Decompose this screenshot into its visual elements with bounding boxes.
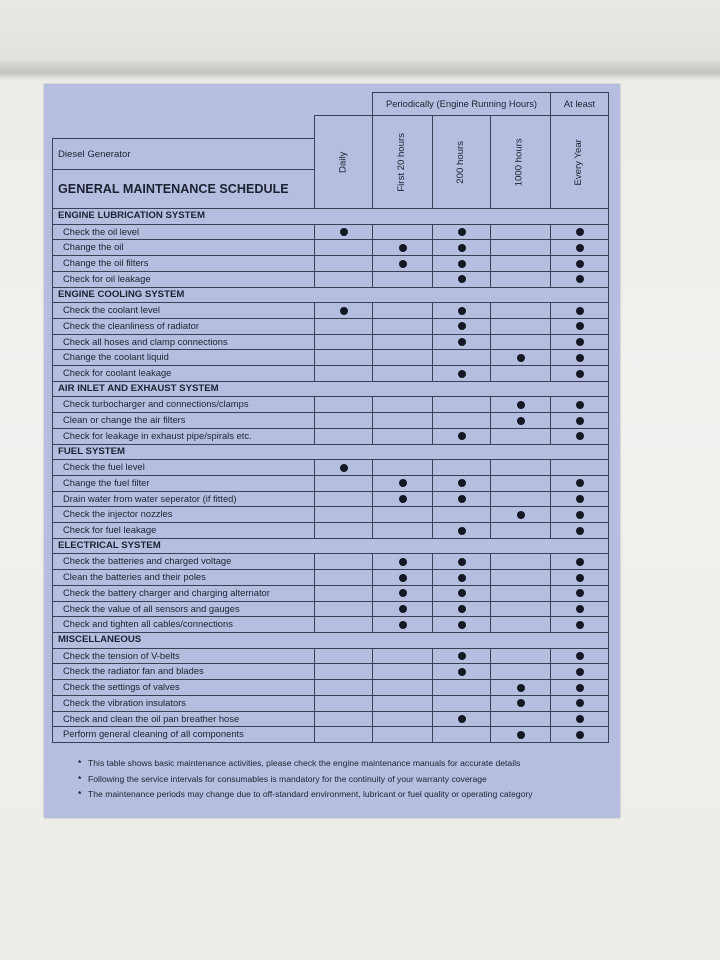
filled-dot-icon <box>576 228 584 236</box>
task-row <box>53 318 609 334</box>
interval-cell-200-hours <box>433 491 491 507</box>
task-row <box>53 224 609 240</box>
filled-dot-icon <box>576 699 584 707</box>
task-label: Check all hoses and clamp connections <box>53 334 315 350</box>
interval-cell-1000-hours <box>491 491 551 507</box>
task-row <box>53 680 609 696</box>
interval-cell-1000-hours <box>491 585 551 601</box>
maintenance-sticker <box>44 84 620 818</box>
interval-cell-200-hours <box>433 554 491 570</box>
filled-dot-icon <box>340 307 348 315</box>
interval-cell-daily <box>315 475 373 491</box>
interval-cell-1000-hours <box>491 271 551 287</box>
section-header-row <box>53 632 609 648</box>
interval-cell-daily <box>315 240 373 256</box>
interval-cell-200-hours <box>433 523 491 539</box>
task-label: Perform general cleaning of all components <box>53 727 315 743</box>
interval-cell-200-hours <box>433 711 491 727</box>
interval-cell-daily <box>315 224 373 240</box>
task-row <box>53 428 609 444</box>
interval-cell-daily <box>315 303 373 319</box>
section-title: FUEL SYSTEM <box>53 444 609 460</box>
task-row <box>53 303 609 319</box>
interval-cell-first-20-hours <box>373 507 433 523</box>
filled-dot-icon <box>576 479 584 487</box>
interval-cell-daily <box>315 413 373 429</box>
filled-dot-icon <box>576 244 584 252</box>
interval-cell-every-year <box>551 256 609 272</box>
footnote: * Following the service intervals for consumables is mandatory for the continuity of your warranty coverage <box>78 772 533 788</box>
interval-cell-every-year <box>551 617 609 633</box>
filled-dot-icon <box>458 228 466 236</box>
interval-cell-first-20-hours <box>373 318 433 334</box>
interval-cell-daily <box>315 507 373 523</box>
interval-cell-daily <box>315 460 373 476</box>
interval-cell-daily <box>315 617 373 633</box>
header-blank <box>53 93 315 116</box>
interval-cell-1000-hours <box>491 303 551 319</box>
interval-cell-every-year <box>551 428 609 444</box>
machine-label: Diesel Generator <box>53 139 315 170</box>
task-row <box>53 475 609 491</box>
filled-dot-icon <box>458 432 466 440</box>
group-header-periodic: Periodically (Engine Running Hours) <box>373 93 551 116</box>
task-row <box>53 397 609 413</box>
footnote: * The maintenance periods may change due to off-standard environment, lubricant or fuel quality or operating category <box>78 787 533 803</box>
interval-cell-every-year <box>551 570 609 586</box>
interval-cell-200-hours <box>433 460 491 476</box>
task-label: Drain water from water seperator (if fitted) <box>53 491 315 507</box>
interval-cell-every-year <box>551 601 609 617</box>
filled-dot-icon <box>458 715 466 723</box>
filled-dot-icon <box>576 668 584 676</box>
interval-cell-1000-hours <box>491 366 551 382</box>
task-label: Change the oil filters <box>53 256 315 272</box>
interval-cell-first-20-hours <box>373 366 433 382</box>
task-label: Check the fuel level <box>53 460 315 476</box>
interval-cell-200-hours <box>433 428 491 444</box>
interval-cell-daily <box>315 397 373 413</box>
filled-dot-icon <box>458 370 466 378</box>
interval-cell-every-year <box>551 664 609 680</box>
interval-cell-first-20-hours <box>373 334 433 350</box>
filled-dot-icon <box>576 401 584 409</box>
interval-cell-200-hours <box>433 350 491 366</box>
filled-dot-icon <box>576 715 584 723</box>
interval-cell-200-hours <box>433 601 491 617</box>
cabinet-panel-edge <box>0 62 720 80</box>
filled-dot-icon <box>458 589 466 597</box>
interval-cell-first-20-hours <box>373 475 433 491</box>
filled-dot-icon <box>340 464 348 472</box>
task-row <box>53 585 609 601</box>
task-label: Check the oil level <box>53 224 315 240</box>
interval-cell-1000-hours <box>491 664 551 680</box>
task-label: Change the oil <box>53 240 315 256</box>
filled-dot-icon <box>458 574 466 582</box>
interval-cell-first-20-hours <box>373 303 433 319</box>
filled-dot-icon <box>517 684 525 692</box>
interval-cell-200-hours <box>433 256 491 272</box>
interval-cell-daily <box>315 585 373 601</box>
interval-cell-every-year <box>551 366 609 382</box>
filled-dot-icon <box>458 322 466 330</box>
interval-cell-1000-hours <box>491 318 551 334</box>
filled-dot-icon <box>399 558 407 566</box>
filled-dot-icon <box>517 401 525 409</box>
interval-cell-first-20-hours <box>373 460 433 476</box>
interval-cell-200-hours <box>433 334 491 350</box>
interval-cell-every-year <box>551 224 609 240</box>
task-label: Clean the batteries and their poles <box>53 570 315 586</box>
interval-cell-first-20-hours <box>373 711 433 727</box>
task-label: Check turbocharger and connections/clamps <box>53 397 315 413</box>
interval-cell-every-year <box>551 523 609 539</box>
interval-cell-every-year <box>551 318 609 334</box>
interval-cell-every-year <box>551 554 609 570</box>
filled-dot-icon <box>576 605 584 613</box>
interval-cell-every-year <box>551 475 609 491</box>
interval-cell-daily <box>315 727 373 743</box>
task-label: Check for oil leakage <box>53 271 315 287</box>
interval-cell-first-20-hours <box>373 240 433 256</box>
interval-cell-first-20-hours <box>373 523 433 539</box>
interval-cell-daily <box>315 256 373 272</box>
section-title: ENGINE COOLING SYSTEM <box>53 287 609 303</box>
task-label: Check for fuel leakage <box>53 523 315 539</box>
filled-dot-icon <box>576 558 584 566</box>
interval-cell-daily <box>315 350 373 366</box>
filled-dot-icon <box>576 684 584 692</box>
interval-cell-daily <box>315 648 373 664</box>
interval-cell-daily <box>315 601 373 617</box>
schedule-title: GENERAL MAINTENANCE SCHEDULE <box>53 170 315 209</box>
task-row <box>53 271 609 287</box>
interval-cell-first-20-hours <box>373 664 433 680</box>
interval-cell-200-hours <box>433 224 491 240</box>
filled-dot-icon <box>458 307 466 315</box>
task-label: Check the vibration insulators <box>53 695 315 711</box>
interval-cell-daily <box>315 680 373 696</box>
task-row <box>53 256 609 272</box>
interval-cell-1000-hours <box>491 334 551 350</box>
interval-cell-daily <box>315 491 373 507</box>
task-row <box>53 350 609 366</box>
interval-cell-every-year <box>551 240 609 256</box>
task-label: Change the fuel filter <box>53 475 315 491</box>
filled-dot-icon <box>576 354 584 362</box>
interval-cell-daily <box>315 271 373 287</box>
interval-cell-first-20-hours <box>373 491 433 507</box>
interval-cell-200-hours <box>433 507 491 523</box>
task-label: Check the radiator fan and blades <box>53 664 315 680</box>
filled-dot-icon <box>458 275 466 283</box>
interval-cell-1000-hours <box>491 256 551 272</box>
filled-dot-icon <box>458 605 466 613</box>
filled-dot-icon <box>458 495 466 503</box>
interval-cell-200-hours <box>433 413 491 429</box>
interval-cell-every-year <box>551 303 609 319</box>
task-row <box>53 240 609 256</box>
filled-dot-icon <box>458 527 466 535</box>
interval-cell-daily <box>315 554 373 570</box>
task-row <box>53 460 609 476</box>
maintenance-schedule-table <box>52 92 609 743</box>
task-row <box>53 664 609 680</box>
column-header-200-hours: 200 hours <box>433 116 491 209</box>
section-title: AIR INLET AND EXHAUST SYSTEM <box>53 381 609 397</box>
interval-cell-1000-hours <box>491 224 551 240</box>
interval-cell-200-hours <box>433 397 491 413</box>
task-row <box>53 648 609 664</box>
task-row <box>53 711 609 727</box>
filled-dot-icon <box>458 479 466 487</box>
filled-dot-icon <box>576 370 584 378</box>
interval-cell-1000-hours <box>491 680 551 696</box>
interval-cell-first-20-hours <box>373 271 433 287</box>
interval-cell-200-hours <box>433 570 491 586</box>
interval-cell-200-hours <box>433 664 491 680</box>
task-row <box>53 695 609 711</box>
filled-dot-icon <box>399 260 407 268</box>
interval-cell-every-year <box>551 711 609 727</box>
filled-dot-icon <box>576 652 584 660</box>
task-row <box>53 491 609 507</box>
interval-cell-every-year <box>551 648 609 664</box>
interval-cell-1000-hours <box>491 460 551 476</box>
interval-cell-200-hours <box>433 318 491 334</box>
interval-cell-every-year <box>551 334 609 350</box>
interval-cell-every-year <box>551 727 609 743</box>
interval-cell-200-hours <box>433 366 491 382</box>
task-label: Check the coolant level <box>53 303 315 319</box>
column-header-first-20-hours: First 20 hours <box>373 116 433 209</box>
interval-cell-first-20-hours <box>373 554 433 570</box>
interval-cell-1000-hours <box>491 695 551 711</box>
filled-dot-icon <box>576 322 584 330</box>
interval-cell-first-20-hours <box>373 727 433 743</box>
interval-cell-200-hours <box>433 648 491 664</box>
task-label: Check the value of all sensors and gauges <box>53 601 315 617</box>
interval-cell-200-hours <box>433 303 491 319</box>
task-row <box>53 617 609 633</box>
task-label: Check the cleanliness of radiator <box>53 318 315 334</box>
filled-dot-icon <box>458 668 466 676</box>
task-row <box>53 727 609 743</box>
interval-cell-every-year <box>551 680 609 696</box>
interval-cell-1000-hours <box>491 554 551 570</box>
footnotes <box>78 756 533 803</box>
interval-cell-every-year <box>551 397 609 413</box>
filled-dot-icon <box>576 432 584 440</box>
interval-cell-first-20-hours <box>373 601 433 617</box>
section-header-row <box>53 444 609 460</box>
interval-cell-1000-hours <box>491 727 551 743</box>
task-row <box>53 413 609 429</box>
filled-dot-icon <box>576 589 584 597</box>
interval-cell-first-20-hours <box>373 428 433 444</box>
interval-cell-first-20-hours <box>373 397 433 413</box>
interval-cell-200-hours <box>433 271 491 287</box>
interval-cell-every-year <box>551 460 609 476</box>
filled-dot-icon <box>576 417 584 425</box>
filled-dot-icon <box>576 511 584 519</box>
section-title: MISCELLANEOUS <box>53 632 609 648</box>
interval-cell-1000-hours <box>491 711 551 727</box>
footnote: * This table shows basic maintenance activities, please check the engine maintenance manuals for accurate details <box>78 756 533 772</box>
interval-cell-1000-hours <box>491 428 551 444</box>
task-label: Check the batteries and charged voltage <box>53 554 315 570</box>
task-row <box>53 507 609 523</box>
interval-cell-daily <box>315 523 373 539</box>
filled-dot-icon <box>517 731 525 739</box>
task-row <box>53 366 609 382</box>
filled-dot-icon <box>458 260 466 268</box>
task-label: Check the injector nozzles <box>53 507 315 523</box>
task-label: Change the coolant liquid <box>53 350 315 366</box>
interval-cell-first-20-hours <box>373 350 433 366</box>
interval-cell-200-hours <box>433 240 491 256</box>
interval-cell-daily <box>315 318 373 334</box>
section-title: ELECTRICAL SYSTEM <box>53 538 609 554</box>
column-header-1000-hours: 1000 hours <box>491 116 551 209</box>
filled-dot-icon <box>458 338 466 346</box>
interval-cell-daily <box>315 695 373 711</box>
group-header-at-least: At least <box>551 93 609 116</box>
interval-cell-daily <box>315 428 373 444</box>
interval-cell-first-20-hours <box>373 224 433 240</box>
interval-cell-daily <box>315 664 373 680</box>
section-header-row <box>53 209 609 225</box>
interval-cell-first-20-hours <box>373 648 433 664</box>
interval-cell-daily <box>315 570 373 586</box>
filled-dot-icon <box>517 511 525 519</box>
filled-dot-icon <box>458 652 466 660</box>
interval-cell-every-year <box>551 491 609 507</box>
interval-cell-every-year <box>551 695 609 711</box>
filled-dot-icon <box>399 589 407 597</box>
interval-cell-first-20-hours <box>373 585 433 601</box>
filled-dot-icon <box>399 605 407 613</box>
interval-cell-1000-hours <box>491 617 551 633</box>
filled-dot-icon <box>399 621 407 629</box>
interval-cell-every-year <box>551 507 609 523</box>
section-title: ENGINE LUBRICATION SYSTEM <box>53 209 609 225</box>
interval-cell-every-year <box>551 413 609 429</box>
interval-cell-first-20-hours <box>373 570 433 586</box>
section-header-row <box>53 287 609 303</box>
interval-cell-1000-hours <box>491 397 551 413</box>
filled-dot-icon <box>458 558 466 566</box>
column-header-daily: Daily <box>315 116 373 209</box>
task-row <box>53 523 609 539</box>
filled-dot-icon <box>576 527 584 535</box>
filled-dot-icon <box>576 621 584 629</box>
filled-dot-icon <box>576 275 584 283</box>
interval-cell-1000-hours <box>491 413 551 429</box>
interval-cell-every-year <box>551 350 609 366</box>
interval-cell-200-hours <box>433 695 491 711</box>
filled-dot-icon <box>340 228 348 236</box>
filled-dot-icon <box>399 495 407 503</box>
section-header-row <box>53 538 609 554</box>
interval-cell-1000-hours <box>491 601 551 617</box>
task-label: Check and clean the oil pan breather hose <box>53 711 315 727</box>
interval-cell-every-year <box>551 271 609 287</box>
interval-cell-200-hours <box>433 617 491 633</box>
filled-dot-icon <box>399 574 407 582</box>
task-label: Clean or change the air filters <box>53 413 315 429</box>
task-row <box>53 601 609 617</box>
interval-cell-daily <box>315 711 373 727</box>
interval-cell-first-20-hours <box>373 617 433 633</box>
filled-dot-icon <box>576 731 584 739</box>
filled-dot-icon <box>399 244 407 252</box>
interval-cell-1000-hours <box>491 648 551 664</box>
filled-dot-icon <box>576 495 584 503</box>
interval-cell-1000-hours <box>491 350 551 366</box>
section-header-row <box>53 381 609 397</box>
interval-cell-first-20-hours <box>373 695 433 711</box>
filled-dot-icon <box>517 354 525 362</box>
interval-cell-1000-hours <box>491 507 551 523</box>
interval-cell-1000-hours <box>491 523 551 539</box>
interval-cell-daily <box>315 334 373 350</box>
interval-cell-200-hours <box>433 585 491 601</box>
interval-cell-1000-hours <box>491 570 551 586</box>
task-row <box>53 334 609 350</box>
interval-cell-first-20-hours <box>373 413 433 429</box>
task-label: Check for leakage in exhaust pipe/spirals etc. <box>53 428 315 444</box>
task-label: Check and tighten all cables/connections <box>53 617 315 633</box>
interval-cell-first-20-hours <box>373 256 433 272</box>
filled-dot-icon <box>517 417 525 425</box>
column-header-every-year: Every Year <box>551 116 609 209</box>
interval-cell-1000-hours <box>491 475 551 491</box>
filled-dot-icon <box>458 244 466 252</box>
filled-dot-icon <box>576 260 584 268</box>
interval-cell-daily <box>315 366 373 382</box>
task-row <box>53 554 609 570</box>
filled-dot-icon <box>517 699 525 707</box>
task-label: Check for coolant leakage <box>53 366 315 382</box>
interval-cell-1000-hours <box>491 240 551 256</box>
task-row <box>53 570 609 586</box>
filled-dot-icon <box>399 479 407 487</box>
interval-cell-200-hours <box>433 475 491 491</box>
filled-dot-icon <box>576 307 584 315</box>
filled-dot-icon <box>458 621 466 629</box>
task-label: Check the tension of V-belts <box>53 648 315 664</box>
filled-dot-icon <box>576 574 584 582</box>
filled-dot-icon <box>576 338 584 346</box>
interval-cell-200-hours <box>433 727 491 743</box>
task-label: Check the battery charger and charging alternator <box>53 585 315 601</box>
interval-cell-every-year <box>551 585 609 601</box>
task-label: Check the settings of valves <box>53 680 315 696</box>
interval-cell-first-20-hours <box>373 680 433 696</box>
interval-cell-200-hours <box>433 680 491 696</box>
